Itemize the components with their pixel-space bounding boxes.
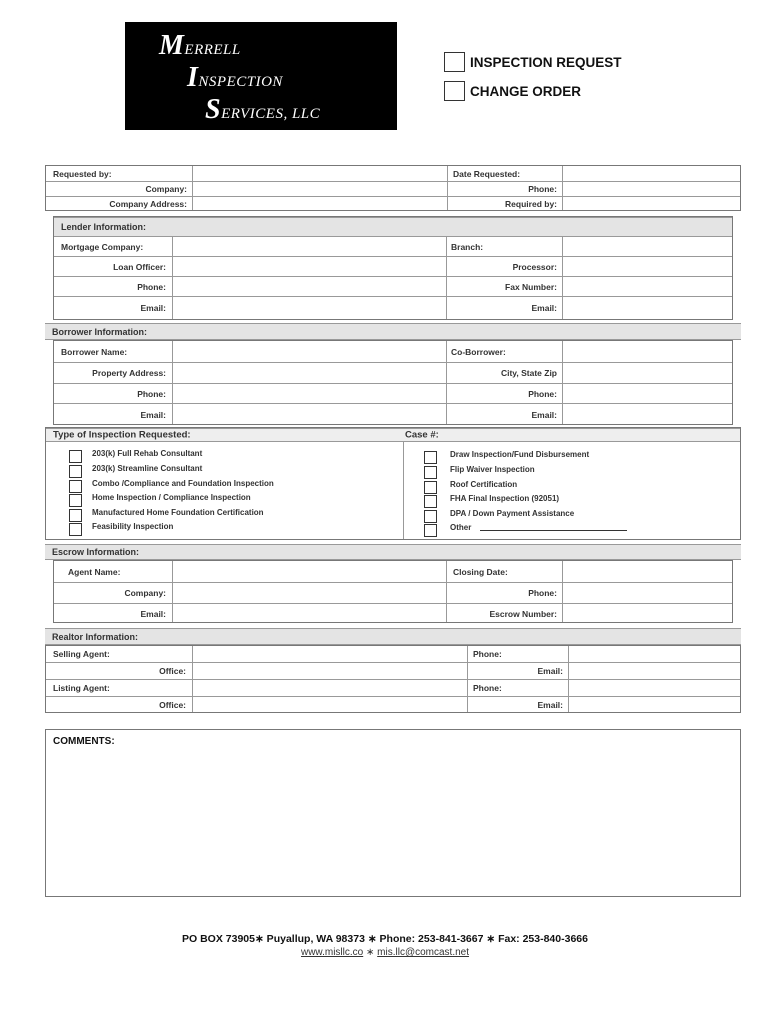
mortgage-company-label: Mortgage Company: (61, 242, 144, 252)
required-by-label: Required by: (505, 199, 557, 209)
loan-officer-label: Loan Officer: (113, 262, 166, 272)
fax-number-label: Fax Number: (505, 282, 557, 292)
inspection-right-option-label: Roof Certification (450, 480, 518, 489)
inspection-left-checkbox[interactable] (69, 480, 82, 493)
comments-box[interactable] (45, 729, 741, 897)
inspection-left-checkbox[interactable] (69, 494, 82, 507)
requester-phone-label: Phone: (528, 184, 557, 194)
change-order-checkbox[interactable] (444, 81, 465, 101)
company-address-label: Company Address: (109, 199, 187, 209)
selling-phone-label: Phone: (473, 649, 502, 659)
inspection-right-checkbox[interactable] (424, 495, 437, 508)
inspection-left-option-label: Manufactured Home Foundation Certification (92, 508, 264, 517)
inspection-left-checkbox[interactable] (69, 465, 82, 478)
logo-line-2: INSPECTION (187, 62, 283, 93)
escrow-number-label: Escrow Number: (489, 609, 557, 619)
inspection-left-option-label: 203(k) Streamline Consultant (92, 464, 203, 473)
lender-email2-label: Email: (531, 303, 557, 313)
co-borrower-label: Co-Borrower: (451, 347, 506, 357)
change-order-option[interactable] (444, 81, 581, 101)
company-logo (125, 22, 397, 130)
branch-label: Branch: (451, 242, 484, 252)
inspection-right-option-label: FHA Final Inspection (92051) (450, 494, 560, 503)
inspection-type-header: Type of Inspection Requested: Case #: (46, 428, 740, 442)
inspection-right-checkbox[interactable] (424, 524, 437, 537)
borrower-phone-label: Phone: (137, 389, 166, 399)
inspection-left-checkbox[interactable] (69, 450, 82, 463)
logo-line-1: MERRELL (159, 30, 241, 61)
borrower-section (53, 340, 733, 425)
borrower-name-label: Borrower Name: (61, 347, 128, 357)
company-label: Company: (145, 184, 187, 194)
realtor-section (45, 645, 741, 713)
listing-agent-label: Listing Agent: (53, 683, 110, 693)
inspection-right-option-label: Draw Inspection/Fund Disbursement (450, 450, 590, 459)
borrower-email2-label: Email: (531, 410, 557, 420)
escrow-section (53, 560, 733, 623)
lender-header: Lender Information: (54, 217, 732, 237)
footer-address: PO BOX 73905∗ Puyallup, WA 98373 ∗ Phone: 253-841-3667 ∗ Fax: 253-840-3666 (182, 933, 588, 945)
inspection-left-checkbox[interactable] (69, 523, 82, 536)
realtor-header: Realtor Information: (45, 628, 741, 645)
inspection-left-option-label: 203(k) Full Rehab Consultant (92, 449, 203, 458)
inspection-right-checkbox[interactable] (424, 466, 437, 479)
agent-name-label: Agent Name: (68, 567, 121, 577)
inspection-request-label: INSPECTION REQUEST (470, 54, 622, 70)
selling-office-label: Office: (159, 666, 186, 676)
logo-line-3: SERVICES, LLC (205, 94, 321, 125)
inspection-right-option-label: DPA / Down Payment Assistance (450, 509, 575, 518)
escrow-email-label: Email: (140, 609, 166, 619)
selling-agent-label: Selling Agent: (53, 649, 110, 659)
listing-phone-label: Phone: (473, 683, 502, 693)
inspection-type-section (45, 427, 741, 540)
processor-label: Processor: (512, 262, 557, 272)
inspection-left-option-label: Home Inspection / Compliance Inspection (92, 493, 251, 502)
listing-office-label: Office: (159, 700, 186, 710)
city-state-zip-label: City, State Zip (500, 368, 557, 378)
email-link[interactable]: mis.llc@comcast.net (377, 947, 470, 958)
selling-email-label: Email: (537, 666, 563, 676)
borrower-header: Borrower Information: (45, 323, 741, 340)
footer-separator: ∗ (366, 947, 375, 958)
inspection-right-checkbox[interactable] (424, 510, 437, 523)
property-address-label: Property Address: (92, 368, 166, 378)
lender-section (53, 216, 733, 320)
requester-section (45, 165, 741, 211)
inspection-request-option[interactable] (444, 52, 622, 72)
comments-label: COMMENTS: (53, 736, 115, 747)
inspection-left-option-label: Combo /Compliance and Foundation Inspection (92, 479, 274, 488)
date-requested-label: Date Requested: (453, 169, 521, 179)
inspection-right-option-label: Flip Waiver Inspection (450, 465, 535, 474)
borrower-phone2-label: Phone: (528, 389, 557, 399)
change-order-label: CHANGE ORDER (470, 83, 582, 99)
requested-by-label: Requested by: (53, 169, 112, 179)
escrow-phone-label: Phone: (528, 588, 557, 598)
lender-phone-label: Phone: (137, 282, 166, 292)
website-link[interactable]: www.misllc.co (300, 947, 364, 958)
listing-email-label: Email: (537, 700, 563, 710)
closing-date-label: Closing Date: (453, 567, 508, 577)
lender-email-label: Email: (140, 303, 166, 313)
escrow-header: Escrow Information: (45, 544, 741, 560)
escrow-company-label: Company: (124, 588, 166, 598)
inspection-right-option-label: Other (450, 523, 472, 532)
other-input-line[interactable] (480, 530, 627, 531)
inspection-left-option-label: Feasibility Inspection (92, 522, 174, 531)
inspection-right-checkbox[interactable] (424, 451, 437, 464)
borrower-email-label: Email: (140, 410, 166, 420)
footer-contact (0, 947, 770, 958)
case-number-label: Case #: (405, 429, 439, 441)
inspection-request-checkbox[interactable] (444, 52, 465, 72)
inspection-right-checkbox[interactable] (424, 481, 437, 494)
inspection-left-checkbox[interactable] (69, 509, 82, 522)
